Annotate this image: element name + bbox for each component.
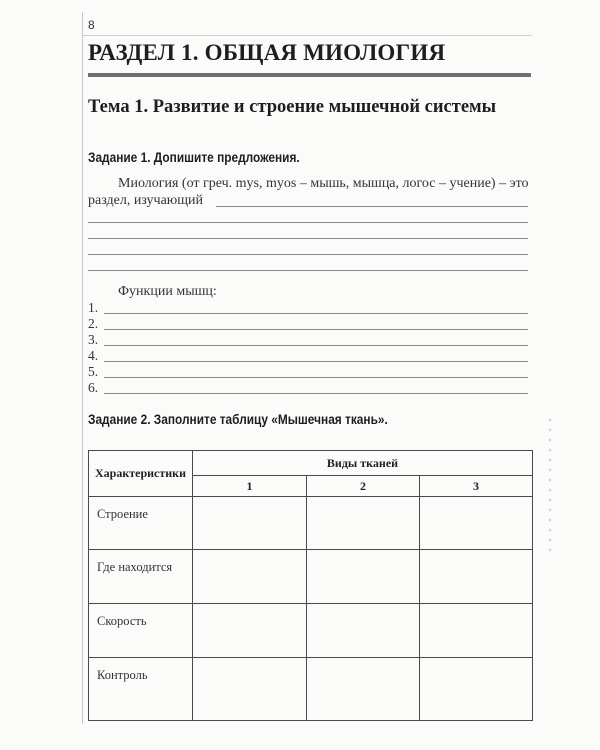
table-row [89,550,533,604]
table-cell[interactable] [193,658,307,721]
function-item[interactable] [88,380,528,396]
section-title: РАЗДЕЛ 1. ОБЩАЯ МИОЛОГИЯ [88,40,446,65]
answer-line[interactable] [104,345,528,346]
header-rule [82,35,532,36]
row-label: Контроль [89,658,193,721]
column-header: 3 [420,476,533,497]
answer-line[interactable] [88,238,528,239]
scan-edge-noise [546,415,554,555]
answer-line[interactable] [88,270,528,271]
table-row [89,497,533,550]
muscle-tissue-table [88,450,533,721]
function-number: 1. [88,300,99,315]
functions-label: Функции мышц: [118,284,217,299]
answer-line[interactable] [216,206,528,207]
answer-line[interactable] [104,393,528,394]
topic-title: Тема 1. Развитие и строение мышечной системы [88,97,497,117]
table-cell[interactable] [307,604,420,658]
table-cell[interactable] [307,497,420,550]
column-header: 1 [193,476,307,497]
answer-line[interactable] [104,329,528,330]
table-cell[interactable] [420,604,533,658]
function-item[interactable] [88,348,528,364]
table-cell[interactable] [193,497,307,550]
answer-line[interactable] [88,222,528,223]
function-number: 3. [88,332,99,347]
answer-line[interactable] [88,254,528,255]
row-label: Скорость [89,604,193,658]
page-number: 8 [88,18,95,32]
table-cell[interactable] [193,550,307,604]
task1-sentence-line1: Миология (от греч. mys, myos – мышь, мышца, логос – учение) – это [118,176,529,191]
row-label: Где находится [89,550,193,604]
task1-sentence-line2: раздел, изучающий [88,193,204,208]
function-item[interactable] [88,332,528,348]
function-item[interactable] [88,316,528,332]
table-cell[interactable] [420,658,533,721]
answer-line[interactable] [104,361,528,362]
task2-title: Задание 2. Заполните таблицу «Мышечная ткань». [88,412,388,427]
corner-header: Характеристики [89,451,193,497]
table-cell[interactable] [420,550,533,604]
section-underline [88,73,531,77]
answer-line[interactable] [104,377,528,378]
table-row [89,604,533,658]
function-number: 2. [88,316,99,331]
table-cell[interactable] [420,497,533,550]
task1-title: Задание 1. Допишите предложения. [88,150,300,165]
table-row [89,658,533,721]
tissue-types-header: Виды тканей [193,451,533,476]
answer-line[interactable] [104,313,528,314]
function-item[interactable] [88,300,528,316]
margin-rule [82,12,83,724]
row-label: Строение [89,497,193,550]
table-cell[interactable] [193,604,307,658]
function-number: 5. [88,364,99,379]
function-number: 6. [88,380,99,395]
table-cell[interactable] [307,550,420,604]
function-number: 4. [88,348,99,363]
column-header: 2 [307,476,420,497]
function-item[interactable] [88,364,528,380]
table-cell[interactable] [307,658,420,721]
